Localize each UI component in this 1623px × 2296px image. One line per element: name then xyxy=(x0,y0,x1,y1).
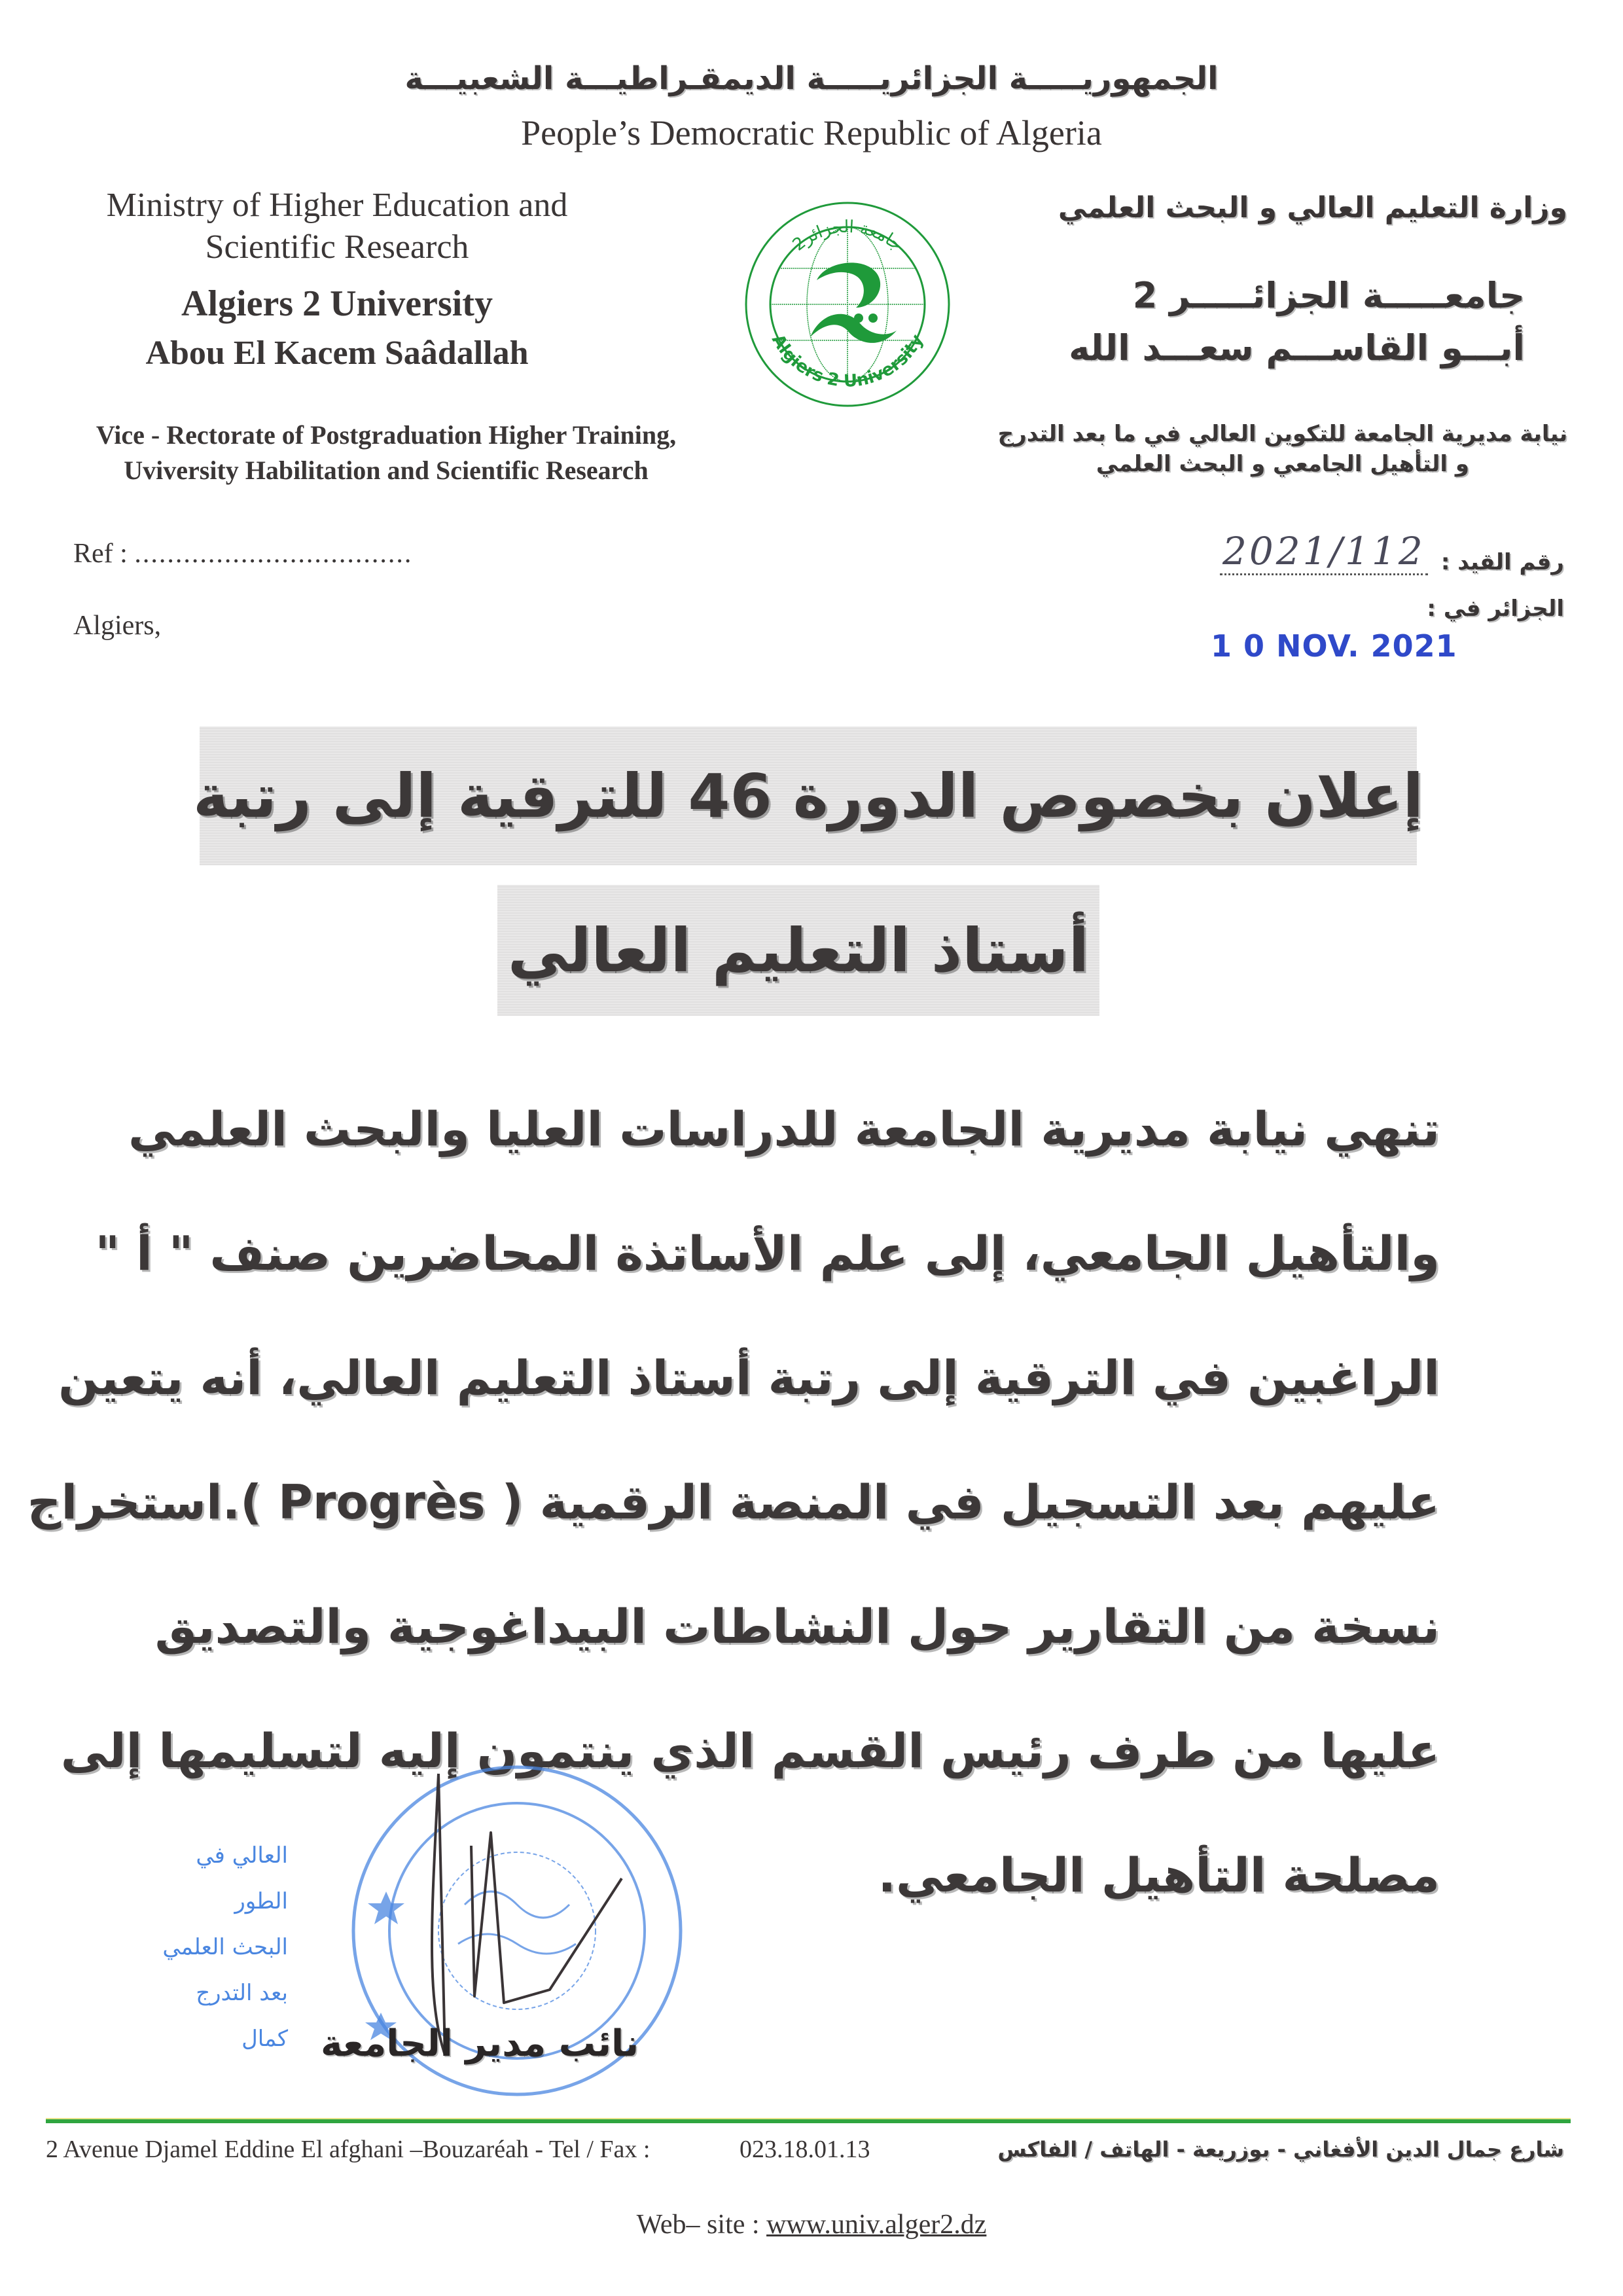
body-line: مصلحة التأهيل الجامعي. xyxy=(878,1848,1440,1903)
university-full-name-arabic: أبـــو القاســـم سعـــد الله xyxy=(1069,327,1525,368)
republic-title-english: People’s Democratic Republic of Algeria xyxy=(521,113,1102,152)
footer-address-arabic: شارع جمال الدين الأفغاني - بوزريعة - الهاتف / الفاكس xyxy=(997,2137,1564,2162)
logo-text-english: Algiers 2 University xyxy=(767,331,928,391)
university-full-name: Abou El Kacem Saâdallah xyxy=(145,334,529,372)
body-line: الراغبين في الترقية إلى رتبة أستاذ التعليم العالي، أنه يتعين xyxy=(58,1350,1440,1405)
stamp-line: كمال xyxy=(241,2026,288,2052)
footer-address-english: 2 Avenue Djamel Eddine El afghani –Bouzaréah - Tel / Fax : xyxy=(46,2136,651,2163)
ministry-name-arabic: وزارة التعليم العالي و البحث العلمي xyxy=(1058,191,1567,224)
stamp-line: البحث العلمي xyxy=(162,1934,288,1960)
announcement-title-line2: أستاذ التعليم العالي xyxy=(507,915,1090,986)
stamp-line: بعد التدرج xyxy=(196,1980,288,2006)
vice-rectorate-english xyxy=(39,418,733,488)
body-line: نسخة من التقارير حول النشاطات البيداغوجية والتصديق xyxy=(154,1599,1440,1654)
ministry-name-line1: Ministry of Higher Education and xyxy=(106,187,568,224)
university-name-arabic: جامعـــــة الجزائـــــر 2 xyxy=(1132,275,1525,316)
university-name: Algiers 2 University xyxy=(181,283,493,324)
footer-phone: 023.18.01.13 xyxy=(740,2136,870,2163)
ref-handwritten-number: 2021/112 xyxy=(1220,529,1428,575)
body-line: تنهي نيابة مديرية الجامعة للدراسات العليا والبحث العلمي xyxy=(128,1102,1440,1157)
logo-emblem-icon xyxy=(740,196,955,412)
ref-field xyxy=(73,538,412,569)
website-link[interactable]: www.univ.alger2.dz xyxy=(766,2210,987,2240)
body-line: عليهم بعد التسجيل في المنصة الرقمية ( Progrès ).استخراج xyxy=(27,1475,1440,1530)
announcement-title-box-1 xyxy=(192,726,1424,865)
vice-rectorate-arabic xyxy=(988,419,1577,479)
vice-rectorate-line1: Vice - Rectorate of Postgraduation Higher Training, xyxy=(96,420,677,450)
date-label-arabic: الجزائر في : xyxy=(1427,596,1564,622)
stamp-text xyxy=(137,1833,288,2062)
footer-divider xyxy=(46,2119,1571,2123)
website-label: Web– site : xyxy=(636,2210,760,2240)
ref-value: .................................. xyxy=(134,539,413,569)
ref-label-arabic: رقم القيد : xyxy=(1440,549,1564,575)
announcement-title-box-2 xyxy=(497,885,1099,1016)
republic-title-arabic: الجمهوريـــــة الجزائريـــــة الديمقـراطيـــة الشعبيـــة xyxy=(404,60,1219,97)
signatory-title: نائب مدير الجامعة xyxy=(321,2022,639,2065)
ministry-name-line2: Scientific Research xyxy=(205,228,469,266)
body-line: والتأهيل الجامعي، إلى علم الأساتذة المحاضرين صنف " أ " xyxy=(95,1226,1440,1281)
place-label: Algiers, xyxy=(73,611,162,641)
logo-text-arabic: جامعة الجزائر2 xyxy=(789,217,906,255)
body-line: عليها من طرف رئيس القسم الذي ينتمون إليه لتسليمها إلى xyxy=(60,1723,1440,1778)
footer-website xyxy=(0,2209,1623,2240)
date-stamp: 1 0 NOV. 2021 xyxy=(1211,628,1457,664)
ref-label: Ref : xyxy=(73,539,128,569)
signature-block xyxy=(124,1734,713,2101)
stamp-line: العالي في الطور xyxy=(196,1842,288,1914)
announcement-title-line1: إعلان بخصوص الدورة 46 للترقية إلى رتبة xyxy=(192,761,1424,831)
vice-rectorate-arabic-line1: نيابة مديرية الجامعة للتكوين العالي في ما بعد التدرج xyxy=(997,421,1568,447)
vice-rectorate-arabic-line2: و التأهيل الجامعي و البحث العلمي xyxy=(1096,451,1470,477)
ref-field-arabic xyxy=(1220,529,1564,575)
university-logo xyxy=(740,196,955,412)
vice-rectorate-line2: Uviversity Habilitation and Scientific Research xyxy=(124,456,649,485)
left-header xyxy=(52,185,622,372)
